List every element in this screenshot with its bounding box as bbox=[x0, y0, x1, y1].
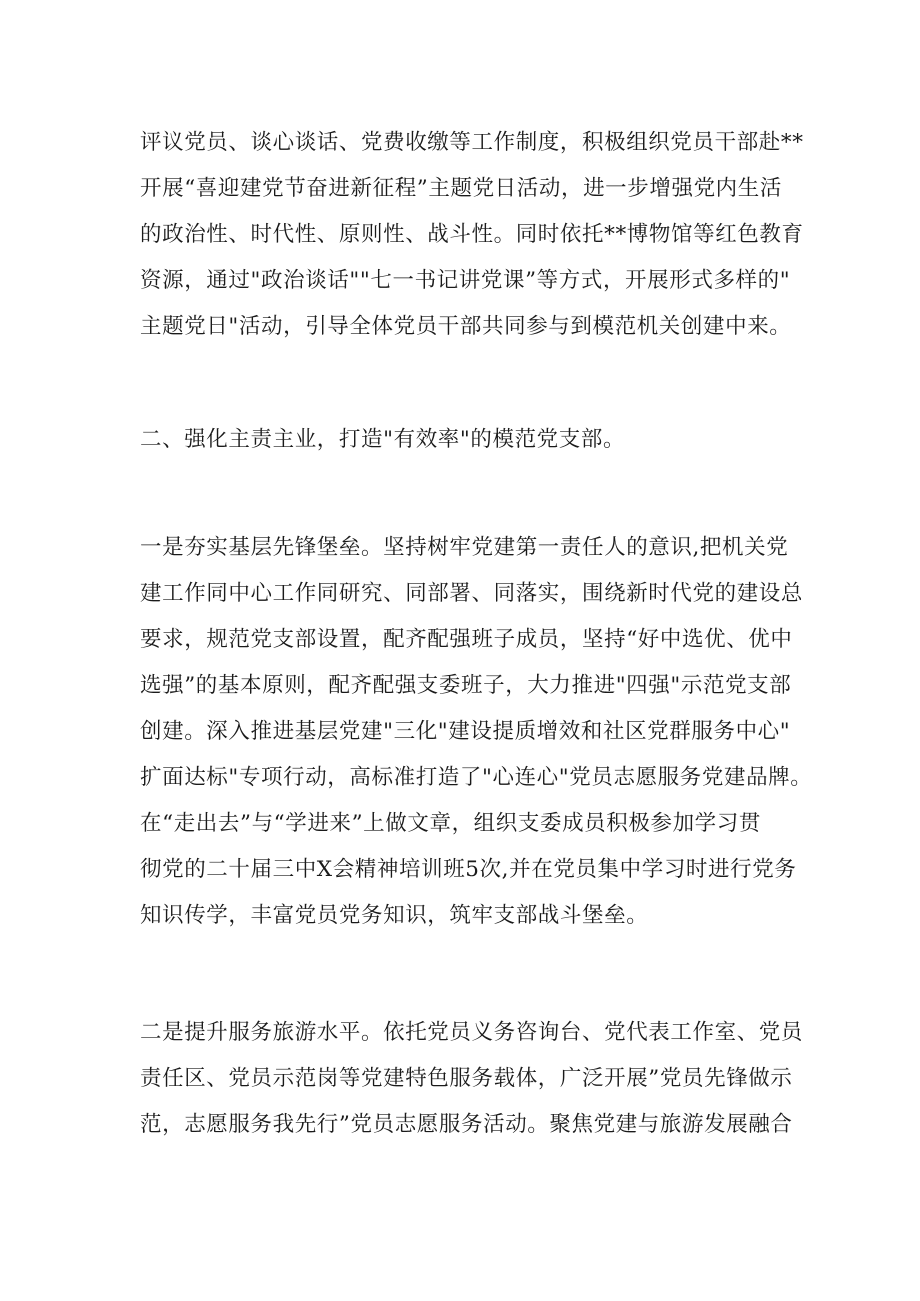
text-line: 评议党员、谈心谈话、党费收缴等工作制度，积极组织党员干部赴** bbox=[140, 130, 804, 155]
text-line: 扩面达标"专项行动，高标准打造了"心连心"党员志愿服务党建品牌。 bbox=[140, 765, 813, 790]
text-line: 责任区、党员示范岗等党建特色服务载体，广泛开展”党员先锋做示 bbox=[140, 1066, 793, 1091]
text-line: 彻党的二十届三中X会精神培训班5次,并在党员集中学习时进行党务 bbox=[140, 857, 797, 882]
text-line: 的政治性、时代性、原则性、战斗性。同时依托**博物馆等红色教育 bbox=[140, 222, 804, 247]
text-line: 一是夯实基层先锋堡垒。坚持树牢党建第一责任人的意识,把机关党 bbox=[140, 535, 789, 560]
text-line: 范，志愿服务我先行”党员志愿服务活动。聚焦党建与旅游发展融合 bbox=[140, 1112, 793, 1137]
section-heading: 二、强化主责主业，打造"有效率"的模范党支部。 bbox=[140, 427, 626, 452]
text-line: 二是提升服务旅游水平。依托党员义务咨询台、党代表工作室、党员 bbox=[140, 1020, 804, 1045]
text-line: 主题党日"活动，引导全体党员干部共同参与到模范机关创建中来。 bbox=[140, 314, 792, 339]
text-line: 资源，通过"政治谈话""七一书记讲党课”等方式，开展形式多样的" bbox=[140, 268, 791, 293]
text-line: 在“走出去”与“学进来”上做文章，组织支委成员积极参加学习贯 bbox=[140, 811, 761, 836]
text-line: 知识传学，丰富党员党务知识，筑牢支部战斗堡垒。 bbox=[140, 903, 649, 928]
text-line: 建工作同中心工作同研究、同部署、同落实，围绕新时代党的建设总 bbox=[140, 581, 804, 606]
text-line: 要求，规范党支部设置，配齐配强班子成员，坚持“好中选优、优中 bbox=[140, 627, 793, 652]
text-line: 创建。深入推进基层党建"三化"建设提质增效和社区党群服务中心" bbox=[140, 719, 791, 744]
text-line: 选强”的基本原则，配齐配强支委班子，大力推进"四强"示范党支部 bbox=[140, 673, 792, 698]
text-line: 开展“喜迎建党节奋进新征程”主题党日活动，进一步增强党内生活 bbox=[140, 176, 782, 201]
